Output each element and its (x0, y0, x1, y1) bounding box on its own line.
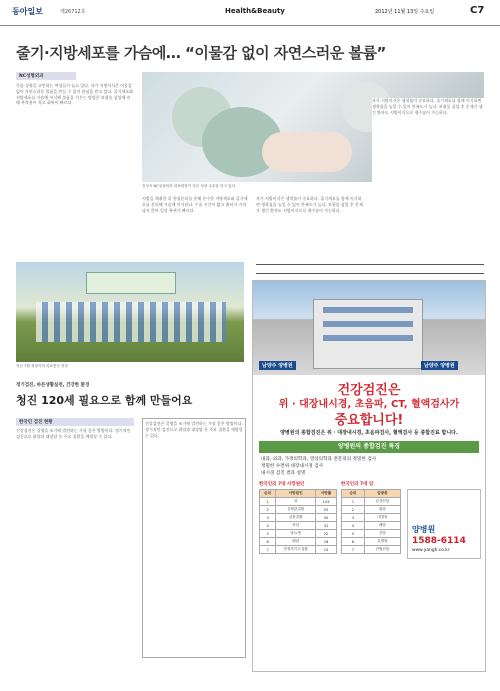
address-strip (256, 264, 484, 274)
cancer-row (342, 498, 401, 506)
ad-features (261, 456, 479, 477)
mortality-cell: 4 (260, 522, 276, 530)
cancer-row (342, 514, 401, 522)
cancer-row (342, 538, 401, 546)
mid-body-2: 자가 지방이식은 생착률이 중요하다. 줄기세포를 함께 이식하면 생착률을 높일 수 있어 만족도가 높다. 보형물 삽입 후 문제가 생긴 환자도 지방이식으로 재수술이 가능하다. (256, 196, 363, 213)
mortality-cell: 자살 (276, 522, 316, 530)
mortality-row (260, 538, 337, 546)
right-column-body: 자가 지방이식은 생착률이 중요하다. 줄기세포를 함께 이식하면 생착률을 높일 수 있어 만족도가 높다. 보형물 삽입 후 문제가 생긴 환자도 지방이식으로 재수술이 가능하다. (372, 98, 484, 248)
cancer-cell: 2 (342, 506, 365, 514)
mortality-cell: 폐렴 (276, 538, 316, 546)
mortality-cell: 심혈관질환 (276, 506, 316, 514)
mortality-table (259, 489, 337, 554)
lower-quote-title: 청진 120세 필요으로 함께 만들어요 (16, 394, 193, 407)
mortality-cell: 1 (260, 498, 276, 506)
hospital-ad (252, 280, 486, 672)
cancer-cell: 폐암 (364, 522, 400, 530)
cancer-cell: 유방암 (364, 538, 400, 546)
ad-brand: 양병원 (412, 525, 436, 534)
mortality-cell: 6 (260, 538, 276, 546)
table-right-title: 한국인의 7대 암 (341, 482, 374, 487)
mortality-cell: 만성하기도질환 (276, 546, 316, 554)
mortality-row (260, 530, 337, 538)
mortality-row (260, 498, 337, 506)
cancer-row (342, 506, 401, 514)
mortality-cell: 31 (316, 522, 337, 530)
cancer-row (342, 530, 401, 538)
cancer-cell: 3 (342, 514, 365, 522)
event-caption: 지난 7월 청정지역 의료봉사 현장 (16, 364, 68, 368)
newspaper-logo: 동아일보 (12, 7, 43, 16)
cancer-cell: 전립선암 (364, 546, 400, 554)
ad-url: www.yangh.co.kr (412, 548, 450, 553)
cancer-cell: 4 (342, 522, 365, 530)
mortality-row (260, 514, 337, 522)
mortality-cell: 5 (260, 530, 276, 538)
mortality-cell: 15 (316, 546, 337, 554)
left-subhead: NC성형외과 (16, 72, 76, 80)
mortality-cell: 55 (316, 506, 337, 514)
mortality-cell: 2 (260, 506, 276, 514)
section-title: Health&Beauty (225, 7, 285, 15)
lower-left-body: 건강검진은 질병을 조기에 발견하는 가장 좋은 방법이다. 정기적인 검진으로 위암과 대장암 등 주요 질환을 예방할 수 있다. (16, 428, 131, 439)
cancer-table (341, 489, 401, 554)
table-left-title: 한국인의 7대 사망원인 (259, 482, 305, 487)
cancer-row (342, 546, 401, 554)
mortality-cell: 심장질환 (276, 514, 316, 522)
mortality-row (260, 506, 337, 514)
issue-number: 제26712호 (60, 9, 86, 15)
ad-headline-3: 중요합니다! (334, 413, 404, 428)
ad-feature: 정밀한 수면위·대장내시경 검사 (261, 464, 324, 469)
mortality-cell: 3 (260, 514, 276, 522)
mortality-cell: 당뇨병 (276, 530, 316, 538)
cancer-cell: 7 (342, 546, 365, 554)
ad-sub: 양병원의 종합검진은 위 · 대장내시경, 초음파검사, 혈액검사 등 종합진료 합니다. (280, 430, 458, 436)
cancer-cell: 대장암 (364, 514, 400, 522)
mortality-cell: 7 (260, 546, 276, 554)
cancer-cell: 순위 (342, 490, 365, 498)
left-column (16, 72, 134, 242)
mortality-cell: 22 (316, 530, 337, 538)
cancer-row (342, 522, 401, 530)
page-header (0, 0, 500, 26)
cancer-cell: 갑상선암 (364, 498, 400, 506)
hospital-label-2: 남양주 양병원 (421, 361, 458, 370)
hospital-building-photo (253, 281, 485, 375)
lower-subhead: 정기검진, 바른생활실천, 건강한 환경 (16, 383, 90, 388)
event-photo (16, 262, 244, 362)
mid-body-1: 지방을 채취한 뒤 원심분리를 통해 순수한 지방세포와 줄기세포를 분리해 가슴에 이식한다. 수술 시간이 짧고 흉터가 거의 남지 않아 일상 복귀가 빠르다. (142, 196, 248, 213)
headline: 줄기·지방세포를 가슴에… “이물감 없이 자연스러운 볼륨” (16, 44, 386, 62)
cancer-cell: 1 (342, 498, 365, 506)
mortality-row (260, 490, 337, 498)
mortality-cell: 순위 (260, 490, 276, 498)
mortality-row (260, 546, 337, 554)
issue-date: 2012년 11월 13일 수요일 (375, 9, 435, 15)
cancer-cell: 위암 (364, 506, 400, 514)
page-number: C7 (470, 5, 485, 16)
photo-caption: 유상욱 NC성형외과 대표원장이 가슴 성형 수술을 하고 있다. (142, 184, 237, 188)
ad-sidebar (407, 489, 481, 559)
mortality-cell: 사망률 (316, 490, 337, 498)
mortality-cell: 18 (316, 538, 337, 546)
info-box (142, 418, 246, 658)
ad-band: 양병원의 종합검진 특징 (259, 441, 479, 453)
lower-section-label: 한국인 검진 현황 (16, 418, 134, 426)
mortality-cell: 50 (316, 514, 337, 522)
mortality-row (260, 522, 337, 530)
cancer-cell: 암종류 (364, 490, 400, 498)
cancer-row (342, 490, 401, 498)
ad-feature: 내시경 검진 결과 설명 (261, 471, 306, 476)
ad-headline-2: 위 · 대장내시경, 초음파, CT, 혈액검사가 (278, 399, 460, 410)
ad-phone: 1588-6114 (412, 536, 466, 546)
cancer-cell: 6 (342, 538, 365, 546)
hospital-label-1: 남양주 양병원 (259, 361, 296, 370)
info-box-body: 건강검진은 질병을 조기에 발견하는 가장 좋은 방법이다. 정기적인 검진으로 위암과 대장암 등 주요 질환을 예방할 수 있다. (145, 421, 243, 438)
cancer-cell: 간암 (364, 530, 400, 538)
cancer-cell: 5 (342, 530, 365, 538)
left-body: 가슴 성형을 고민하는 여성들이 늘고 있다. 자가 지방이식은 이물감 없이 자연스러운 볼륨을 만들 수 있어 관심을 받고 있다. 줄기세포와 지방세포를 가슴에 이식해 볼륨을 키우는 방법은 보형물 삽입에 비해 부작용이 적고 회복이 빠르다. (16, 83, 134, 106)
mortality-cell: 사망원인 (276, 490, 316, 498)
ad-headline-1: 건강검진은 (337, 383, 401, 398)
mortality-cell: 143 (316, 498, 337, 506)
ad-feature: 내과, 외과, 가정의학과, 영상의학과 전문의의 정밀한 검사 (261, 457, 377, 462)
mortality-cell: 암 (276, 498, 316, 506)
